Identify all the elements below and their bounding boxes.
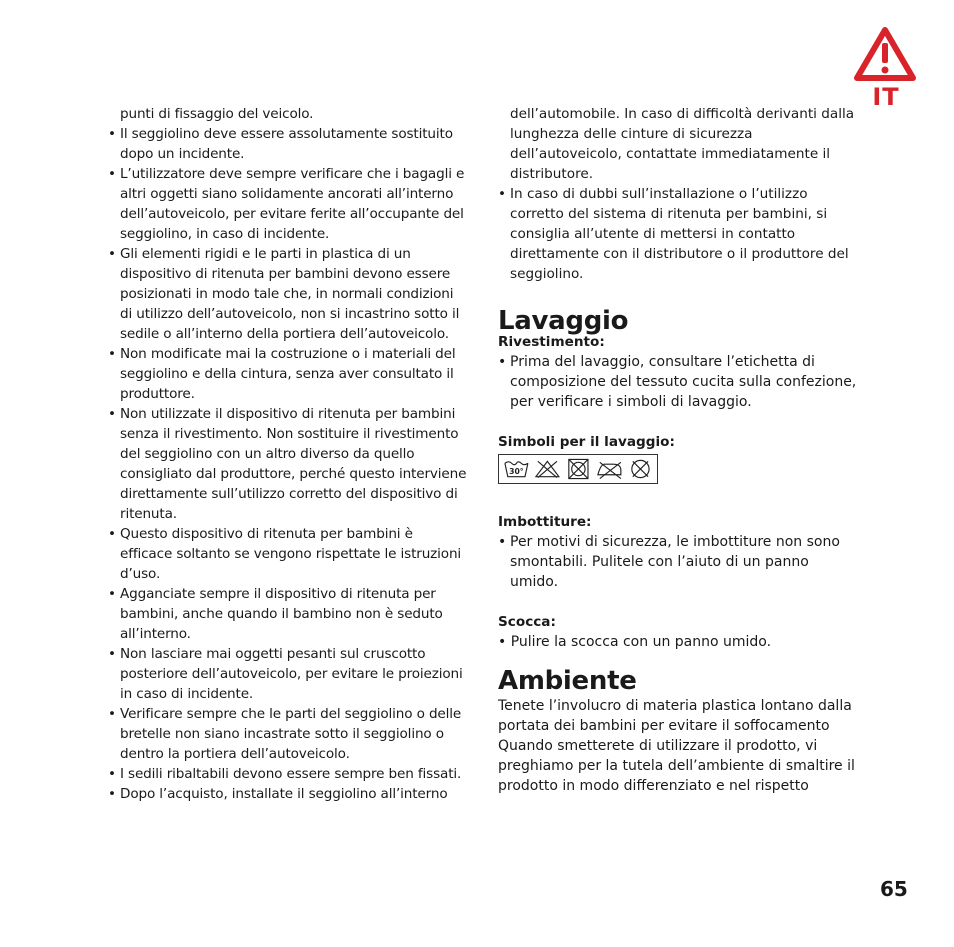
section-title-ambiente: Ambiente [498, 666, 637, 696]
language-code: IT [872, 83, 900, 111]
no-tumble-dry-icon [565, 458, 592, 480]
wash-symbols-box [498, 454, 658, 484]
list-item: • Verificare sempre che le parti del seggiolino o delle bretelle non siano incastrate sotto il seggiolino o dentro la portiera dell’autoveicolo. [108, 706, 462, 762]
page-number: 65 [880, 877, 908, 901]
list-item: • Gli elementi rigidi e le parti in plastica di un dispositivo di ritenuta per bambini devono essere posizionati in modo tale che, in normali condizioni di utilizzo dell’autoveicolo, non si incastrino sotto il sedile o all’interno della portiera dell’autoveicolo. [108, 246, 460, 342]
scocca-item: • Pulire la scocca con un panno umido. [498, 634, 772, 650]
list-item: • Questo dispositivo di ritenuta per bambini è efficace soltanto se vengono rispettate le istruzioni d’uso. [108, 526, 462, 582]
list-item: • Dopo l’acquisto, installate il seggiolino all’interno [108, 786, 448, 802]
list-item: • Non utilizzate il dispositivo di ritenuta per bambini senza il rivestimento. Non sostituire il rivestimento del seggiolino con un altro diverso da quello consigliato dal produttore, perché questo interviene direttamente sull’utilizzo corretto del dispositivo di ritenuta. [108, 406, 467, 522]
wash-30-icon [503, 458, 530, 480]
right-bullet-list [498, 184, 858, 284]
imbottiture-label: Imbottiture: [498, 514, 592, 530]
list-item: • In caso di dubbi sull’installazione o l’utilizzo corretto del sistema di ritenuta per bambini, si consiglia all’utente di mettersi in contatto direttamente con il distributore o il produttore del seggiolino. [498, 186, 849, 282]
right-continuation-text: dell’automobile. In caso di difficoltà derivanti dalla lunghezza delle cinture di sicurezza dell’autoveicolo, contattate immediatamente il distributore. [510, 106, 855, 182]
left-column [108, 104, 468, 804]
rivestimento-label: Rivestimento: [498, 334, 605, 350]
left-continuation-text: punti di fissaggio del veicolo. [120, 106, 314, 122]
list-item: • L’utilizzatore deve sempre verificare che i bagagli e altri oggetti siano solidamente ancorati all’interno dell’autoveicolo, per evitare ferite all’occupante del seggiolino, in caso di incidente. [108, 166, 465, 242]
list-item: • Non modificate mai la costruzione o i materiali del seggiolino e della cintura, senza aver consultato il produttore. [108, 346, 456, 402]
no-iron-icon [595, 458, 624, 480]
rivestimento-list [498, 352, 858, 412]
simboli-label: Simboli per il lavaggio: [498, 434, 675, 450]
section-title-lavaggio: Lavaggio [498, 306, 629, 336]
no-bleach-icon [534, 458, 561, 480]
list-item: • Agganciate sempre il dispositivo di ritenuta per bambini, anche quando il bambino non è seduto all’interno. [108, 586, 443, 642]
list-item: • I sedili ribaltabili devono essere sempre ben fissati. [108, 766, 462, 782]
right-column [498, 104, 858, 796]
list-item: • Per motivi di sicurezza, le imbottiture non sono smontabili. Pulitele con l’aiuto di un panno umido. [498, 534, 840, 590]
list-item: • Il seggiolino deve essere assolutamente sostituito dopo un incidente. [108, 126, 453, 162]
ambiente-text: Tenete l’involucro di materia plastica lontano dalla portata dei bambini per evitare il soffocamento Quando smetterete di utilizzare il prodotto, vi preghiamo per la tutela dell’ambiente di smaltire il prodotto in modo differenziato e nel rispetto [498, 698, 855, 794]
list-item: • Non lasciare mai oggetti pesanti sul cruscotto posteriore dell’autoveicolo, per evitare le proiezioni in caso di incidente. [108, 646, 463, 702]
imbottiture-list [498, 532, 858, 592]
wash-temp-label: 30° [509, 466, 524, 476]
list-item: • Prima del lavaggio, consultare l’etichetta di composizione del tessuto cucita sulla confezione, per verificare i simboli di lavaggio. [498, 354, 857, 410]
scocca-label: Scocca: [498, 614, 556, 630]
left-bullet-list [108, 124, 468, 804]
no-dry-clean-icon [628, 458, 653, 480]
warning-triangle-icon [853, 26, 917, 82]
